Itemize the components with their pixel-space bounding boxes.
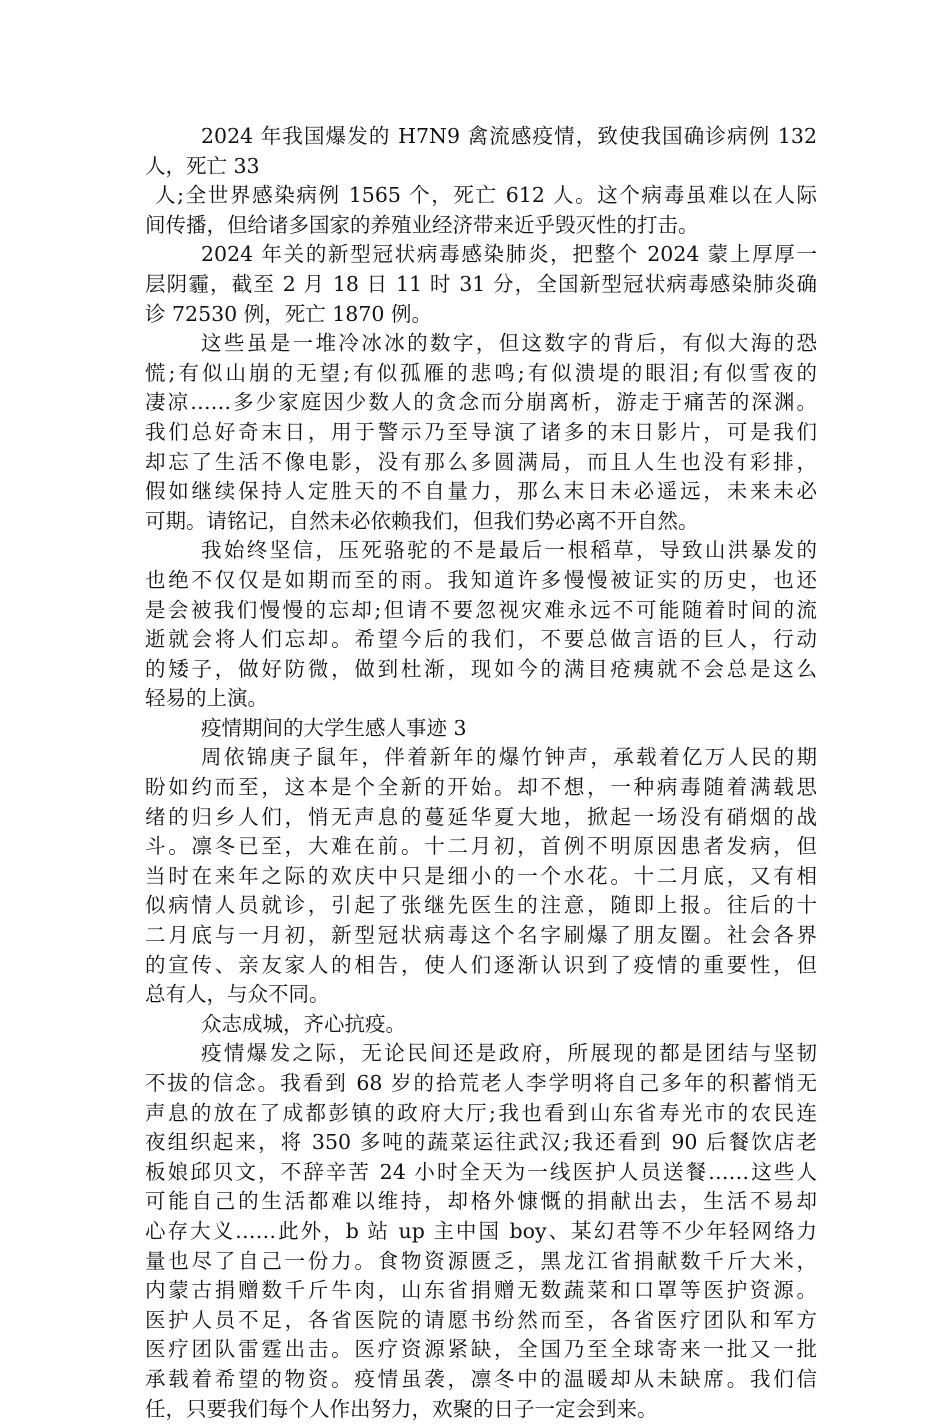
text-line: 慌;有似山崩的无望;有似孤雁的悲鸣;有似溃堤的眼泪;有似雪夜的 — [145, 360, 817, 385]
text-line: 声息的放在了成都彭镇的政府大厅;我也看到山东省寿光市的农民连 — [145, 1100, 817, 1125]
text-line: 的矮子，做好防微，做到杜渐，现如今的满目疮痍就不会总是这么 — [145, 656, 817, 681]
text-line: 绪的归乡人们，悄无声息的蔓延华夏大地，掀起一场没有硝烟的战 — [145, 804, 817, 829]
text-line: 似病情人员就诊，引起了张继先医生的注意，随即上报。往后的十 — [145, 893, 817, 918]
text-line: 承载着希望的物资。疫情虽袭，凛冬中的温暖却从未缺席。我们信 — [145, 1366, 817, 1391]
text-line: 这些虽是一堆冷冰冰的数字，但这数字的背后，有似大海的恐 — [201, 331, 817, 356]
text-line: 2024 年我国爆发的 H7N9 禽流感疫情，致使我国确诊病例 132 — [201, 124, 817, 148]
text-line: 可能自己的生活都难以维持，却格外慷慨的捐献出去，生活不易却 — [145, 1189, 817, 1214]
text-line: 假如继续保持人定胜天的不自量力，那么末日未必遥远，未来未必 — [145, 479, 817, 504]
text-line: 量也尽了自己一份力。食物资源匮乏，黑龙江省捐献数千斤大米， — [145, 1248, 817, 1273]
text-line: 诊 72530 例，死亡 1870 例。 — [145, 301, 432, 326]
text-line: 间传播，但给诸多国家的养殖业经济带来近乎毁灭性的打击。 — [145, 212, 699, 237]
text-line: 夜组织起来，将 350 多吨的蔬菜运往武汉;我还看到 90 后餐饮店老 — [145, 1130, 817, 1155]
text-line: 内蒙古捐赠数千斤牛肉，山东省捐赠无数蔬菜和口罩等医护资源。 — [145, 1278, 817, 1303]
text-line: 我始终坚信，压死骆驼的不是最后一根稻草，导致山洪暴发的 — [201, 538, 817, 563]
text-line: 盼如约而至，这本是个全新的开始。却不想，一种病毒随着满载思 — [145, 775, 817, 800]
text-line: 是会被我们慢慢的忘却;但请不要忽视灾难永远不可能随着时间的流 — [145, 597, 817, 622]
document-body — [145, 122, 817, 1424]
text-line: 当时在来年之际的欢庆中只是细小的一个水花。十二月底，又有相 — [145, 863, 817, 888]
text-line: 总有人，与众不同。 — [145, 982, 330, 1007]
text-line: 疫情爆发之际，无论民间还是政府，所展现的都是团结与坚韧 — [201, 1041, 817, 1066]
text-line: 层阴霾，截至 2 月 18 日 11 时 31 分，全国新型冠状病毒感染肺炎确 — [145, 271, 817, 296]
text-line: 人;全世界感染病例 1565 个，死亡 612 人。这个病毒虽难以在人际 — [155, 183, 817, 208]
text-line: 我们总好奇末日，用于警示乃至导演了诸多的末日影片，可是我们 — [145, 419, 817, 444]
text-line: 的宣传、亲友家人的相告，使人们逐渐认识到了疫情的重要性，但 — [145, 952, 817, 977]
text-line: 众志成城，齐心抗疫。 — [201, 1011, 406, 1036]
text-line: 板娘邱贝文，不辞辛苦 24 小时全天为一线医护人员送餐……这些人 — [145, 1159, 817, 1184]
text-line: 也绝不仅仅是如期而至的雨。我知道许多慢慢被证实的历史，也还 — [145, 567, 817, 592]
text-line: 却忘了生活不像电影，没有那么多圆满局，而且人生也没有彩排， — [145, 449, 817, 474]
text-line: 二月底与一月初，新型冠状病毒这个名字刷爆了朋友圈。社会各界 — [145, 923, 817, 948]
text-line: 医疗团队雷霆出击。医疗资源紧缺，全国乃至全球寄来一批又一批 — [145, 1337, 817, 1362]
section-heading: 疫情期间的大学生感人事迹 3 — [201, 715, 467, 740]
text-line: 2024 年关的新型冠状病毒感染肺炎，把整个 2024 蒙上厚厚一 — [201, 242, 817, 267]
text-line: 可期。请铭记，自然未必依赖我们，但我们势必离不开自然。 — [145, 508, 699, 533]
text-line: 逝就会将人们忘却。希望今后的我们，不要总做言语的巨人，行动 — [145, 627, 817, 652]
text-line: 轻易的上演。 — [145, 686, 268, 711]
text-line: 人，死亡 33 — [145, 153, 260, 178]
text-line: 不拔的信念。我看到 68 岁的拾荒老人李学明将自己多年的积蓄悄无 — [145, 1071, 817, 1095]
text-line: 周依锦庚子鼠年，伴着新年的爆竹钟声，承载着亿万人民的期 — [201, 745, 817, 770]
text-line: 斗。凛冬已至，大难在前。十二月初，首例不明原因患者发病，但 — [145, 834, 817, 859]
text-line: 医护人员不足，各省医院的请愿书纷然而至，各省医疗团队和军方 — [145, 1307, 817, 1332]
text-line: 心存大义……此外，b 站 up 主中国 boy、某幻君等不少年轻网络力 — [145, 1218, 817, 1243]
text-line: 任，只要我们每个人作出努力，欢聚的日子一定会到来。 — [145, 1396, 658, 1421]
text-line: 凄凉……多少家庭因少数人的贪念而分崩离析，游走于痛苦的深渊。 — [145, 390, 817, 415]
